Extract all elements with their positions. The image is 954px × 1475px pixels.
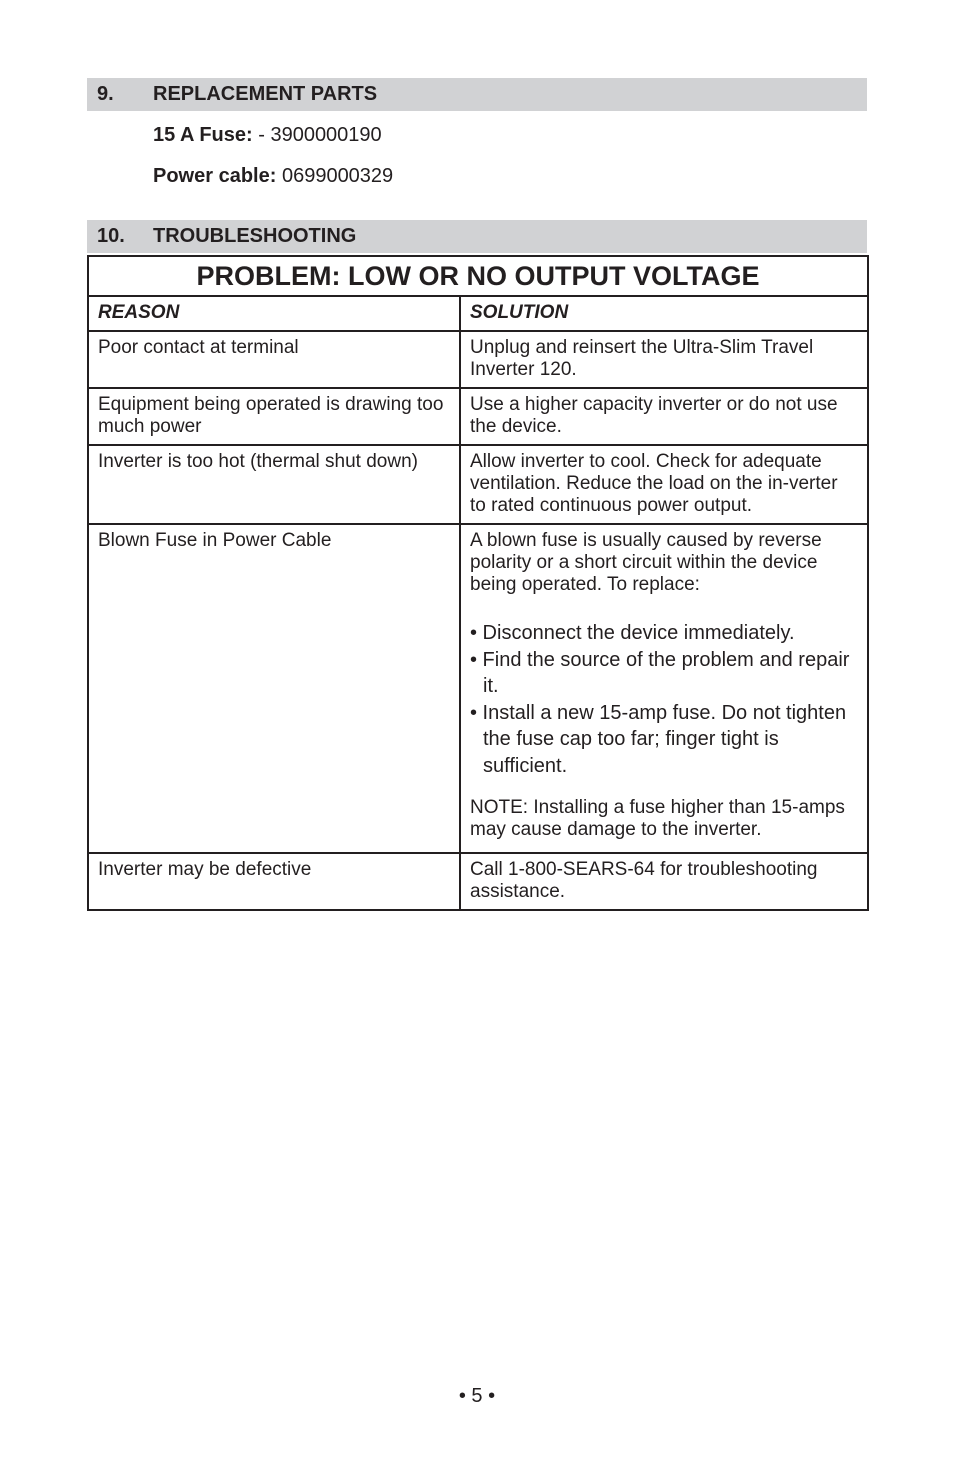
table-header-row [88,296,868,331]
cable-part-number: 0699000329 [276,165,394,187]
page-number: • 5 • [458,1385,496,1407]
replacement-parts-header [87,78,867,111]
table-row [88,331,868,388]
replace-steps-list [470,620,858,779]
solution-cell: Allow inverter to cool. Check for adequate ventilation. Reduce the load on the in-verter to rated continuous power output. [460,445,868,524]
problem-title: PROBLEM: LOW OR NO OUTPUT VOLTAGE [88,256,868,296]
section-number: 10. [97,225,125,247]
table-row [88,388,868,445]
reason-cell: Inverter may be defective [88,853,460,910]
solution-cell: Unplug and reinsert the Ultra-Slim Travel Inverter 120. [460,331,868,388]
reason-cell: Inverter is too hot (thermal shut down) [88,445,460,524]
list-item: • Find the source of the problem and repair it. [470,648,850,697]
table-row [88,853,868,910]
reason-cell: Blown Fuse in Power Cable [88,524,460,853]
column-header-reason: REASON [88,296,460,331]
solution-text: A blown fuse is usually caused by reverse polarity or a short circuit within the device being operated. To replace: [470,530,822,595]
cable-label: Power cable: [153,165,277,187]
fuse-note: NOTE: Installing a fuse higher than 15-amps may cause damage to the inverter. [470,797,845,840]
column-header-solution: SOLUTION [460,296,868,331]
section-title: REPLACEMENT PARTS [153,83,378,105]
section-title: TROUBLESHOOTING [153,225,357,247]
fuse-label: 15 A Fuse: [153,124,253,146]
table-row [88,445,868,524]
solution-cell [460,524,868,853]
troubleshooting-header [87,220,867,253]
troubleshooting-table [87,255,869,911]
reason-cell: Equipment being operated is drawing too much power [88,388,460,445]
solution-cell: Use a higher capacity inverter or do not use the device. [460,388,868,445]
list-item: • Install a new 15-amp fuse. Do not tighten the fuse cap too far; finger tight is sufficient. [470,701,847,777]
table-row [88,524,868,853]
cable-part-line [153,164,393,188]
fuse-part-line [153,123,382,147]
fuse-part-number: - 3900000190 [252,124,382,146]
solution-cell: Call 1-800-SEARS-64 for troubleshooting assistance. [460,853,868,910]
reason-cell: Poor contact at terminal [88,331,460,388]
section-number: 9. [97,83,114,105]
list-item: • Disconnect the device immediately. [470,622,795,644]
